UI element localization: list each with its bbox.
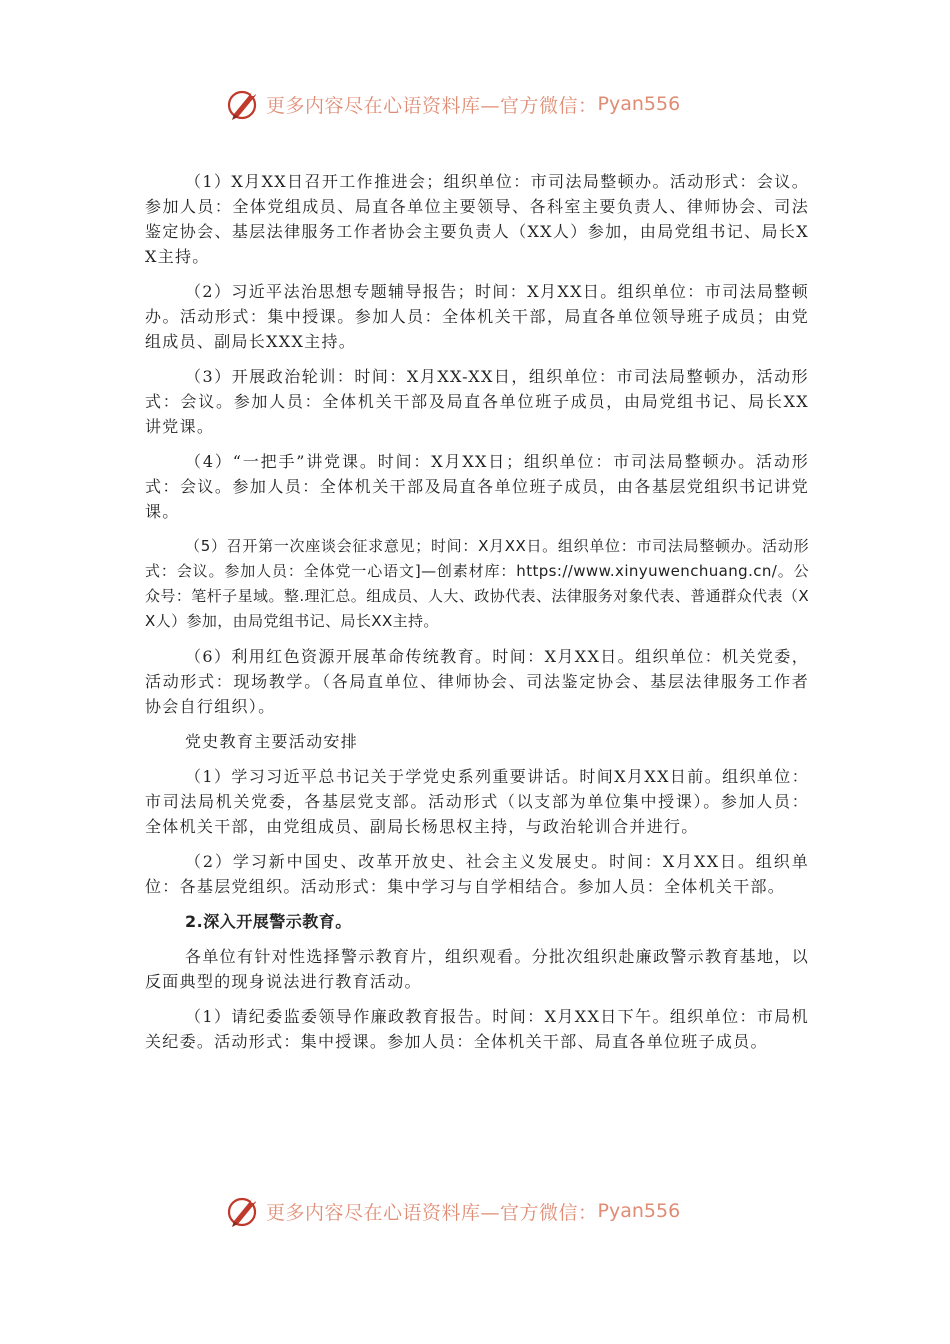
paragraph-item-4: （4）“一把手”讲党课。时间：X月XX日；组织单位：市司法局整顿办。活动形式：会议。参加人员：全体机关干部及局直各单位班子成员，由各基层党组织书记讲党课。 — [145, 452, 809, 521]
paragraph-item-3: （3）开展政治轮训：时间：X月XX-XX日，组织单位：市司法局整顿办，活动形式：会议。参加人员：全体机关干部及局直各单位班子成员，由局党组书记、局长XX讲党课。 — [145, 367, 809, 436]
paragraph-warning-intro: 各单位有针对性选择警示教育片，组织观看。分批次组织赴廉政警示教育基地，以反面典型的现身说法进行教育活动。 — [145, 947, 809, 991]
paragraph-history-1: （1）学习习近平总书记关于学党史系列重要讲话。时间X月XX日前。组织单位：市司法局机关党委，各基层党支部。活动形式（以支部为单位集中授课）。参加人员：全体机关干部，由党组成员、副局长杨思权主持，与政治轮训合并进行。 — [145, 767, 809, 836]
paragraph-item-6: （6）利用红色资源开展革命传统教育。时间：X月XX日。组织单位：机关党委，活动形式：现场教学。（各局直单位、律师协会、司法鉴定协会、基层法律服务工作者协会自行组织）。 — [145, 647, 809, 716]
paragraph-warning-1: （1）请纪委监委领导作廉政教育报告。时间：X月XX日下午。组织单位：市局机关纪委。活动形式：集中授课。参加人员：全体机关干部、局直各单位班子成员。 — [145, 1007, 809, 1051]
watermark-wechat-id: Pyan556 — [597, 1200, 681, 1222]
section-heading-party-history: 党史教育主要活动安排 — [185, 732, 359, 751]
paragraph-item-5: （5）召开第一次座谈会征求意见；时间：X月XX日。组织单位：市司法局整顿办。活动形式：会议。参加人员：全体党一心语文]—创素材库：https://www.xinyuwenchuang.cn/。公众号：笔杆子星域。整.理汇总。组成员、人大、政协代表、法律服务对象代表、普通群众代表（XX人）参加，由局党组书记、局长XX主持。 — [145, 537, 809, 630]
paragraph-item-2: （2）习近平法治思想专题辅导报告；时间：X月XX日。组织单位：市司法局整顿办。活动形式：集中授课。参加人员：全体机关干部，局直各单位领导班子成员；由党组成员、副局长XXX主持。 — [145, 282, 809, 351]
watermark-text: 更多内容尽在心语资料库—官方微信： — [266, 94, 598, 117]
pen-logo-icon — [226, 1193, 262, 1229]
header-watermark — [226, 86, 680, 122]
paragraph-history-2: （2）学习新中国史、改革开放史、社会主义发展史。时间：X月XX日。组织单位：各基层党组织。活动形式：集中学习与自学相结合。参加人员：全体机关干部。 — [145, 852, 809, 896]
section-heading-warning-education: 2.深入开展警示教育。 — [185, 912, 352, 931]
pen-logo-icon — [226, 86, 262, 122]
watermark-text: 更多内容尽在心语资料库—官方微信： — [266, 1201, 598, 1224]
document-body — [145, 169, 809, 1064]
watermark-wechat-id: Pyan556 — [597, 93, 681, 115]
paragraph-item-1: （1）X月XX日召开工作推进会；组织单位：市司法局整顿办。活动形式：会议。参加人员：全体党组成员、局直各单位主要领导、各科室主要负责人、律师协会、司法鉴定协会、基层法律服务工作者协会主要负责人（XX人）参加，由局党组书记、局长XX主持。 — [145, 172, 809, 266]
footer-watermark — [226, 1193, 680, 1229]
